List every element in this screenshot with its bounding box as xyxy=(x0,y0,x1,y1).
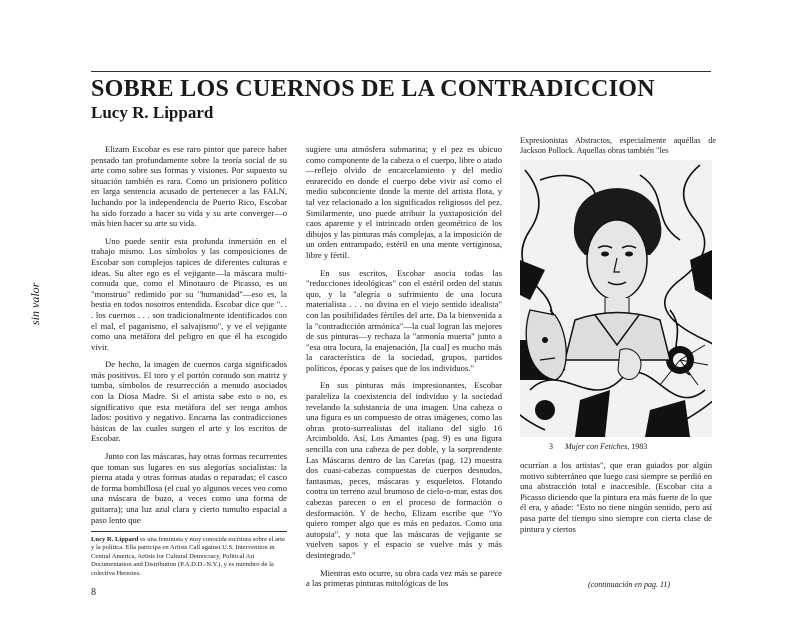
handwritten-margin-note: sin valor xyxy=(28,282,42,325)
column-3-bottom xyxy=(520,460,712,541)
bio-text: es una feminista y muy conocida escritora sobre el arte y la política. Ella participa en Artists Call against U.S. Intervention in Central America, Artists for Cultural Democracy, Political Art Documentation and Distribution (P.A.D.D.-N.Y.), y es miembro de la colectiva Heresies. xyxy=(91,536,285,577)
caption-title: Mujer con Fetiches xyxy=(565,442,628,451)
paragraph: En sus pinturas más impresionantes, Escobar paraleliza la coexistencia del individuo y la sociedad revelando la substancia de una imagen. Una cabeza o una figura es un compuesto de otras imágenes, como las obras proto-surrealistas del italiano del siglo 16 Arcimboldo. Así, Los Amantes (pag. 9) es una figura sencilla con una cabeza de pez doble, y la sorprendente Las Máscaras dentro de las Caretas (pag. 12) muestra dos cuasi-cabezas compuestas de cuerpos desnudos, fantasmas, peces, máscaras y esqueletos. Flotando contra un terreno azul brumoso de cielo-o-mar, estas dos cabezas parecen o en el proceso de formación o desformación. Y de hecho, Elizam escribe que "Yo quiero romper algo que es más en pedazos. Como una autopsia", y nota que las máscaras de vejigante se vuelven sapos y el espacio se vuelve más y más desintegrado." xyxy=(306,380,502,560)
painting-illustration xyxy=(520,160,712,437)
paragraph: sugiere una atmósfera submarina; y el pez es ubicuo como componente de la cabeza o el cuerpo, libre o atado—reflejo olvido de encarcelamiento y del medio enrarecido en donde el cuerpo debe vivir así como el medio subconciente donde la mente del artista flota, y tal vez relacionado a los significados religiosos del pez. Similarmente, uno puede atribuir la yuxtaposición del caos aparente y el intrincado orden geométrico de los dibujos y las pinturas más complejas, a la imposición de un orden entrampado, estéril en una mente vertiginosa, libre y fértil. xyxy=(306,144,502,260)
author-bio xyxy=(91,531,287,578)
figure-caption: 3 Mujer con Fetiches, 1983 xyxy=(549,442,648,451)
paragraph: Mientras esto ocurre, su obra cada vez más se parece a las primeras pinturas mitológicas de los xyxy=(306,567,502,589)
paragraph: Expresionistas Abstractos, especialmente aquéllas de Jackson Pollock. Aquellas obras también "les xyxy=(520,136,716,155)
caption-year: 1983 xyxy=(631,442,648,451)
column-3-top xyxy=(520,136,716,163)
column-1 xyxy=(91,144,287,532)
top-rule xyxy=(91,71,711,72)
page-number: 8 xyxy=(91,587,96,598)
continuation-note: (continuación en pag. 11) xyxy=(588,580,671,589)
article-title: SOBRE LOS CUERNOS DE LA CONTRADICCION xyxy=(91,76,655,102)
bio-name: Lucy R. Lippard xyxy=(91,536,139,543)
paragraph: Uno puede sentir esta profunda inmersión en el trabajo mismo. Los símbolos y las composiciones de Escobar son complejos tapices de diferentes culturas e ideas. Su alter ego es el vejigante—la máscara multi-cornuda que, como el Minotauro de Picasso, es un "monstruo" redimido por su "humanidad"—eso es, la bestia en todos nosotros entendida. Escobar dice que ". . . los cuernos . . . son tradicionalmente identificados con el mal, el paganismo, el salvajismo", y ve el vejigante como una metáfora del peligro en que él ha escogido vivir. xyxy=(91,235,287,352)
paragraph: Elizam Escobar es ese raro pintor que parece haber pensado tan profundamente sobre la teoría social de su arte como sobre sus formas y visiones. Por supuesto su situación también es rara. Como un prisionero político en larga sentencia acusado de pertenecer a las FALN, luchando por la independencia de Puerto Rico, Escobar ha sido forzado a hacer su vida y su arte converger—o más bien hacer su arte su vida. xyxy=(91,144,287,229)
paragraph: En sus escritos, Escobar asocia todas las "reducciones ideológicas" con el estéril orden del status quo, y la "alegría o sufrimiento de una locura materialista . . . no divina en el viejo sentido idealista" con las posibilidades fértiles del arte. Da la bienvenida a la "contradicción armónica"—la cual logran las mejores de sus pinturas—y rechaza la "armonía muerta" junto a "esa otra locura, la enajenación, [la cual] es mucho más la característica de la sociedad, grupos, partidos políticos, épocas y países que de los individuos." xyxy=(306,267,502,373)
paragraph: Junto con las máscaras, hay otras formas recurrentes que toman sus lugares en sus alegorías socialistas: la pierna atada y otras formas atadas o reparadas; el casco de forma bombillosa (el cual yo algunos veces veo como una máscara de buzo, a veces como una forma de guitarra); una luz azul clara y cierto tumulto espacial a paso lento que xyxy=(91,451,287,525)
paragraph: De hecho, la imagen de cuernos carga significados más positivos. El toro y el portón cornudo son matriz y tumba, símbolos de resurrección a menudo asociados con la Diosa Madre. Si el artista sabe esto o no, es significativo que esta metáfora del ser tenga ambos lados: positivo y negativo. Encarna las contradicciones básicas de las cuales surgen el arte y los escritos de Escobar. xyxy=(91,359,287,444)
article-author: Lucy R. Lippard xyxy=(91,103,214,122)
paragraph: ocurrían a los artistas", que eran guiados por algún motivo subterráneo que luego casi siempre se perdió en una abstracción total e inaccesible. (Escobar cita a Picasso diciendo que la pintura era más fuerte de lo que él era, y añade: "Esto no tiene ningún sentido, pero así pasa parte del tiempo sino siempre con cierta clase de pintura y ciertos xyxy=(520,460,712,534)
caption-number: 3 xyxy=(549,442,553,451)
column-2 xyxy=(306,144,502,596)
